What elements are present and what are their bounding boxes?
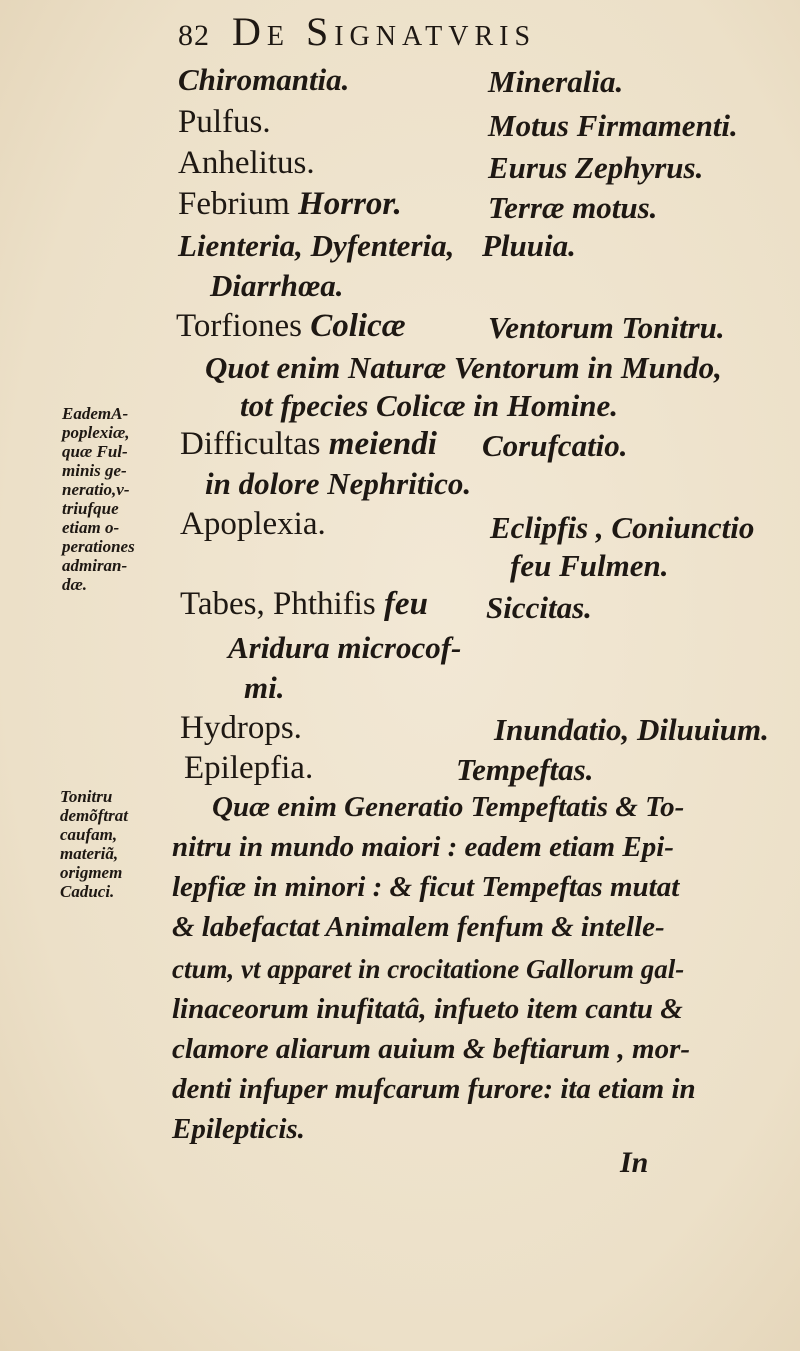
entry-right-7: Ventorum Tonitru. xyxy=(488,310,725,345)
entry-right-4: Terræ motus. xyxy=(488,190,658,225)
paragraph-line-5: ctum, vt apparet in crocitatione Gallorum gal- xyxy=(172,954,685,984)
entry-left-7-italic: Colicæ xyxy=(310,308,406,344)
quote-line-2: tot fpecies Colicæ in Homine. xyxy=(240,388,618,423)
entry-right-2: Motus Firmamenti. xyxy=(488,108,738,143)
entry-left-2: Pulfus. xyxy=(178,104,271,140)
entry2-left-5-italic: feu xyxy=(383,586,428,622)
entry2-right-4: feu Fulmen. xyxy=(510,548,669,583)
entry2-left-3: Apoplexia. xyxy=(180,506,326,542)
entry2-left-5 xyxy=(180,586,428,623)
entry2-left-7: mi. xyxy=(244,670,285,705)
entry-right-3: Eurus Zephyrus. xyxy=(488,150,704,185)
page-number: 82 xyxy=(178,19,210,52)
paragraph-line-1: Quæ enim Generatio Tempeftatis & To- xyxy=(212,791,685,823)
entry-right-5: Pluuia. xyxy=(482,228,576,263)
entry-left-4-italic: Horror. xyxy=(298,186,402,222)
entry-right-1: Mineralia. xyxy=(488,64,624,99)
entry-left-4-roman: Febrium xyxy=(178,186,290,222)
entry-left-7-roman: Torfiones xyxy=(176,308,302,344)
entry-left-5: Lienteria, Dyfenteria, xyxy=(178,228,455,263)
entry-left-6: Diarrhœa. xyxy=(210,268,344,303)
entry2-left-1 xyxy=(180,426,437,463)
running-header xyxy=(178,8,536,55)
quote-line-1: Quot enim Naturæ Ventorum in Mundo, xyxy=(205,350,722,385)
margin-note-apoplexy: EademA- poplexiæ, quæ Ful- minis ge- neratio,v- triufque etiam o- perationes admiran- dæ. xyxy=(62,404,135,594)
entry-left-1: Chiromantia. xyxy=(178,62,350,97)
paragraph-line-3: lepfiæ in minori : & ficut Tempeftas mutat xyxy=(172,871,680,903)
paragraph-line-4: & labefactat Animalem fenfum & intelle- xyxy=(172,911,665,943)
entry2-left-1-roman: Difficultas xyxy=(180,426,321,462)
margin-note-thunder: Tonitru demõftrat caufam, materiã, origmem Caduci. xyxy=(60,787,128,901)
entry-left-4 xyxy=(178,186,402,223)
catchword: In xyxy=(620,1146,649,1179)
paragraph-line-9: Epilepticis. xyxy=(172,1113,305,1145)
paragraph-line-6: linaceorum inufitatâ, infueto item cantu & xyxy=(172,993,683,1025)
paragraph-line-8: denti infuper mufcarum furore: ita etiam in xyxy=(172,1073,696,1105)
entry2-right-8: Inundatio, Diluuium. xyxy=(494,712,769,747)
entry-left-7 xyxy=(176,308,406,345)
entry2-left-5-roman: Tabes, Phthifis xyxy=(180,586,376,622)
entry2-left-9: Epilepfia. xyxy=(184,750,314,786)
entry2-right-9: Tempeftas. xyxy=(456,752,594,787)
entry2-right-3: Eclipfis , Coniunctio xyxy=(490,510,755,545)
entry2-left-1-italic: meiendi xyxy=(328,426,437,462)
entry2-left-2: in dolore Nephritico. xyxy=(205,466,472,501)
paragraph-line-2: nitru in mundo maiori : eadem etiam Epi- xyxy=(172,831,674,863)
entry2-right-5: Siccitas. xyxy=(486,590,592,625)
entry2-left-6: Aridura microcof- xyxy=(228,630,462,665)
running-title: De Signatvris xyxy=(232,9,537,54)
entry2-left-8: Hydrops. xyxy=(180,710,302,746)
entry2-right-1: Corufcatio. xyxy=(482,428,628,463)
paragraph-line-7: clamore aliarum auium & beftiarum , mor- xyxy=(172,1033,691,1065)
entry-left-3: Anhelitus. xyxy=(178,145,315,181)
